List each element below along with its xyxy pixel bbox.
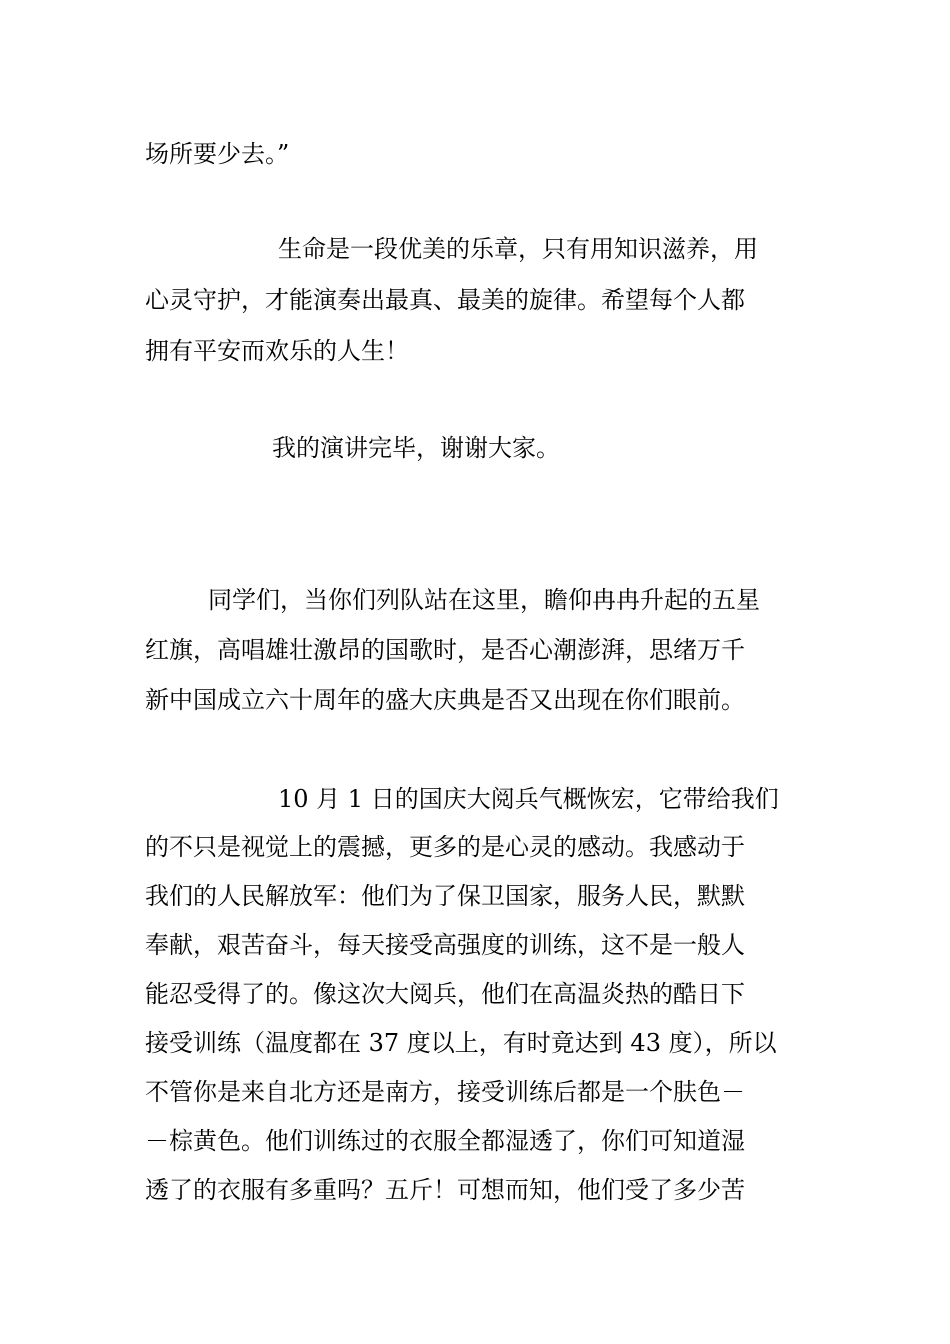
paragraph-4-line-2: 红旗，高唱雄壮激昂的国歌时，是否心潮澎湃，思绪万千 — [145, 636, 745, 664]
paragraph-5-line-5: 能忍受得了的。像这次大阅兵，他们在高温炎热的酷日下 — [145, 980, 745, 1008]
paragraph-5-line-6: 接受训练（温度都在 37 度以上，有时竟达到 43 度），所以 — [145, 1029, 777, 1057]
paragraph-4-line-3: 新中国成立六十周年的盛大庆典是否又出现在你们眼前。 — [145, 686, 745, 714]
paragraph-2-line-2: 心灵守护，才能演奏出最真、最美的旋律。希望每个人都 — [145, 286, 745, 314]
paragraph-5-line-3: 我们的人民解放军：他们为了保卫国家，服务人民，默默 — [145, 882, 745, 910]
paragraph-5-line-4: 奉献，艰苦奋斗，每天接受高强度的训练，这不是一般人 — [145, 931, 745, 959]
paragraph-1-line-1: 场所要少去。” — [145, 140, 290, 168]
paragraph-5-line-2: 的不只是视觉上的震撼，更多的是心灵的感动。我感动于 — [145, 833, 745, 861]
paragraph-3-line-1: 我的演讲完毕，谢谢大家。 — [272, 434, 560, 462]
paragraph-5-line-7: 不管你是来自北方还是南方，接受训练后都是一个肤色－ — [145, 1078, 745, 1106]
paragraph-5-line-1: 10 月 1 日的国庆大阅兵气概恢宏，它带给我们 — [278, 785, 779, 813]
paragraph-2-line-3: 拥有平安而欢乐的人生！ — [145, 337, 409, 365]
paragraph-5-line-9: 透了的衣服有多重吗？五斤！可想而知，他们受了多少苦 — [145, 1176, 745, 1204]
paragraph-5-line-8: －棕黄色。他们训练过的衣服全都湿透了，你们可知道湿 — [145, 1127, 745, 1155]
paragraph-2-line-1: 生命是一段优美的乐章，只有用知识滋养，用 — [278, 235, 758, 263]
paragraph-4-line-1: 同学们，当你们列队站在这里，瞻仰冉冉升起的五星 — [208, 586, 760, 614]
